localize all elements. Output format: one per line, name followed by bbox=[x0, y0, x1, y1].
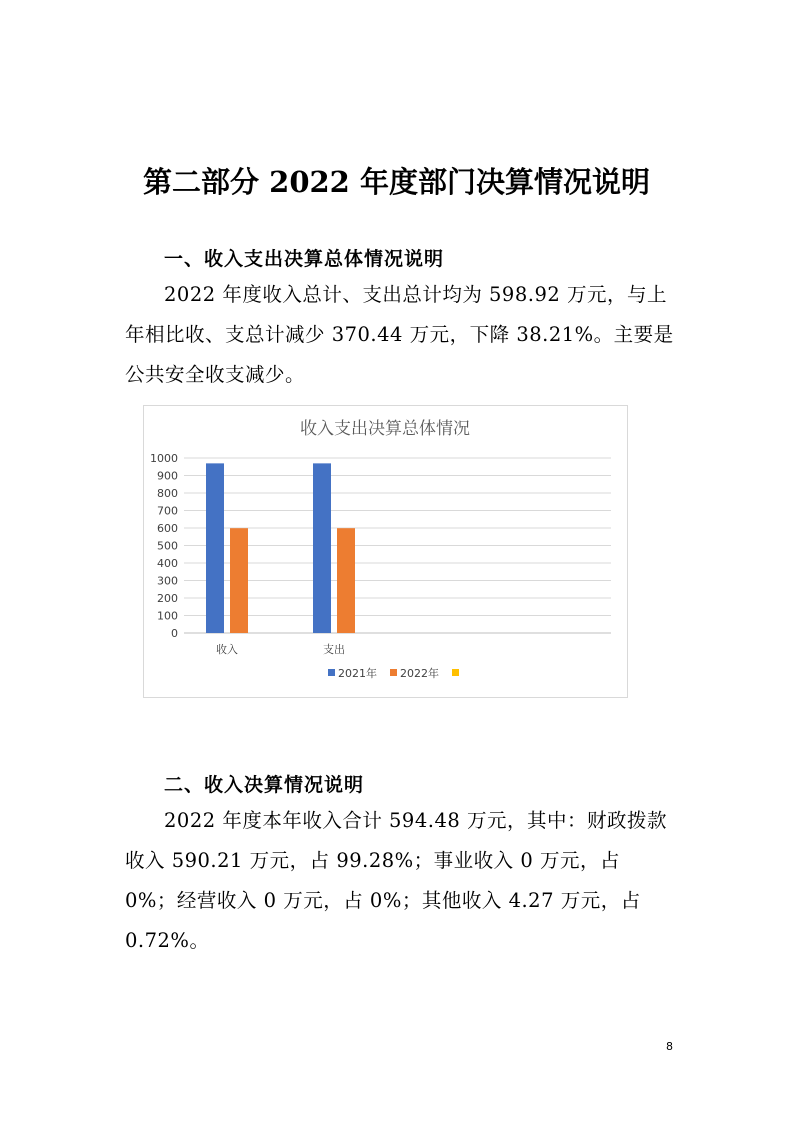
legend-label: 2022年 bbox=[400, 667, 439, 680]
bar-2022年-支出 bbox=[337, 528, 355, 633]
chart-svg bbox=[144, 406, 627, 697]
y-tick-label: 800 bbox=[157, 487, 178, 500]
section2-heading: 二、收入决算情况说明 bbox=[164, 774, 365, 796]
section1-heading: 一、收入支出决算总体情况说明 bbox=[164, 248, 445, 270]
bar-2021年-支出 bbox=[313, 463, 331, 633]
y-tick-label: 0 bbox=[171, 627, 178, 640]
section1-paragraph: 2022 年度收入总计、支出总计均为 598.92 万元，与上年相比收、支总计减少 370.44 万元，下降 38.21%。主要是公共安全收支减少。 bbox=[125, 283, 674, 386]
y-tick-label: 200 bbox=[157, 592, 178, 605]
legend-swatch bbox=[452, 669, 459, 676]
y-tick-label: 900 bbox=[157, 469, 178, 483]
y-tick-label: 500 bbox=[157, 539, 178, 553]
y-tick-label: 600 bbox=[157, 522, 178, 535]
legend-label: 2021年 bbox=[338, 667, 377, 680]
y-tick-label: 300 bbox=[157, 574, 178, 588]
chart-title: 收入支出决算总体情况 bbox=[300, 419, 470, 439]
y-tick-label: 400 bbox=[157, 557, 178, 570]
bar-2022年-收入 bbox=[230, 528, 248, 633]
legend-swatch bbox=[328, 669, 335, 676]
section2-paragraph: 2022 年度本年收入合计 594.48 万元，其中：财政拨款收入 590.21 万元，占 99.28%；事业收入 0 万元，占 0%；经营收入 0 万元，占 0%；其他收入 4.27 万元，占 0.72%。 bbox=[125, 809, 667, 952]
x-tick-label: 收入 bbox=[216, 643, 238, 656]
legend-swatch bbox=[390, 669, 397, 676]
page-number: 8 bbox=[666, 1040, 673, 1053]
y-tick-label: 700 bbox=[157, 504, 178, 518]
y-tick-label: 1000 bbox=[150, 452, 178, 465]
x-tick-label: 支出 bbox=[323, 643, 345, 656]
income-expense-chart bbox=[143, 405, 628, 698]
bar-2021年-收入 bbox=[206, 463, 224, 633]
y-tick-label: 100 bbox=[157, 609, 178, 623]
page-title: 第二部分 2022 年度部门决算情况说明 bbox=[143, 165, 650, 199]
